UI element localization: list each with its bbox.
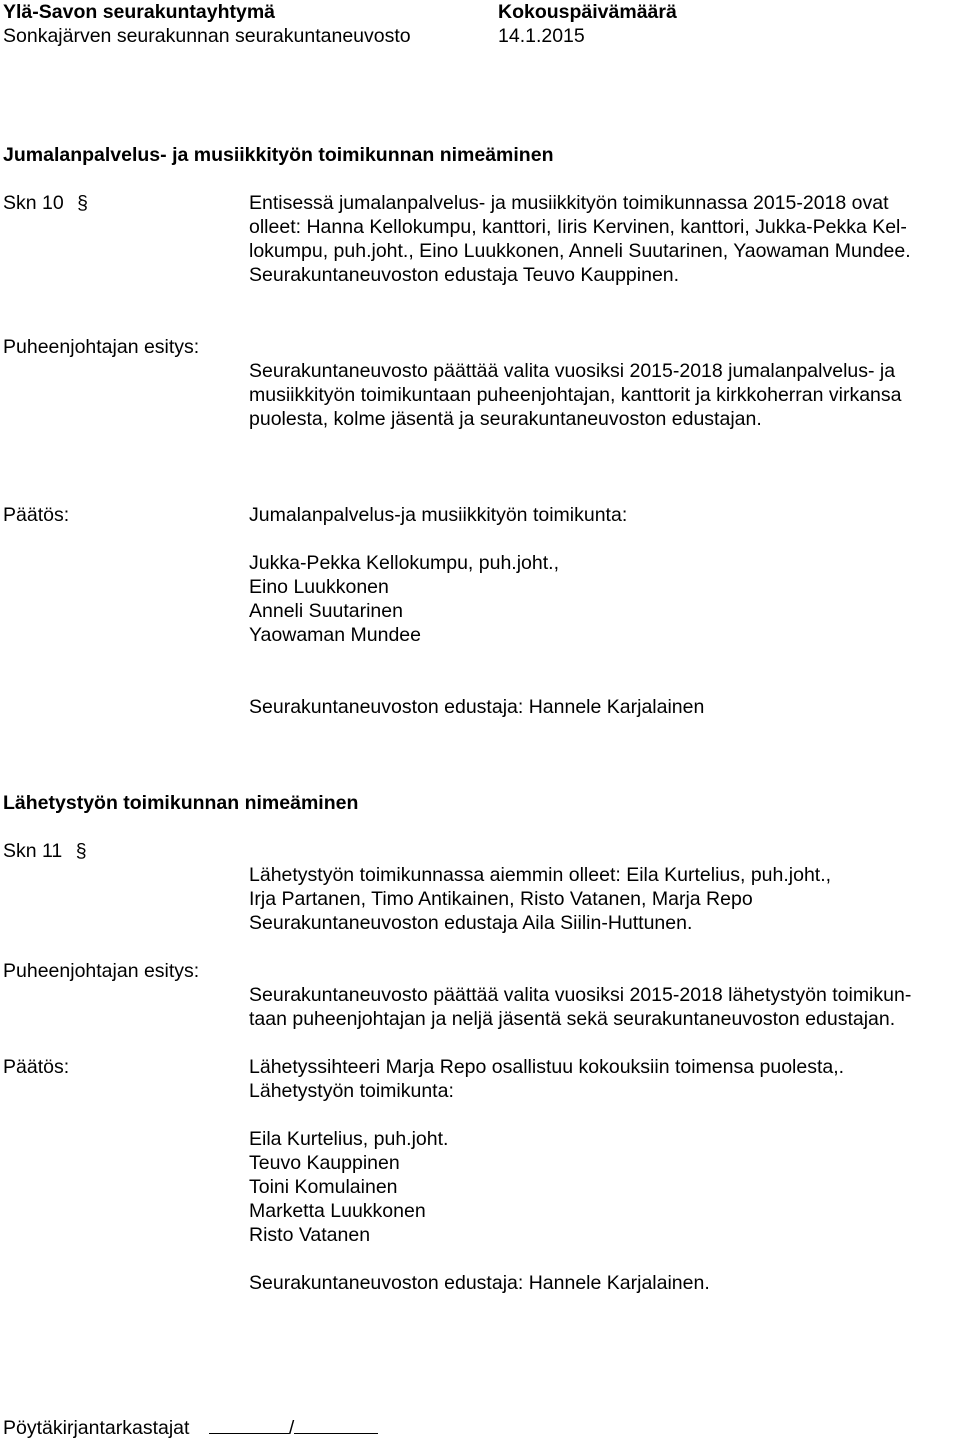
section-title: Lähetystyön toimikunnan nimeäminen	[3, 792, 359, 814]
member-name: Eila Kurtelius, puh.joht.	[249, 1128, 449, 1150]
meeting-date: 14.1.2015	[498, 25, 585, 47]
member-name: Risto Vatanen	[249, 1224, 371, 1246]
proposal-label: Puheenjohtajan esitys:	[3, 960, 200, 982]
intro-line: Entisessä jumalanpalvelus- ja musiikkityön toimikunnassa 2015-2018 ovat	[249, 192, 889, 214]
intro-line: Irja Partanen, Timo Antikainen, Risto Vatanen, Marja Repo	[249, 888, 753, 910]
proposal-line: Seurakuntaneuvosto päättää valita vuosiksi 2015-2018 lähetystyön toimikun-	[249, 984, 912, 1006]
section-symbol: §	[75, 840, 87, 862]
signature-separator: /	[288, 1417, 295, 1439]
member-name: Eino Luukkonen	[249, 576, 389, 598]
decision-label: Päätös:	[3, 1056, 70, 1078]
section-intro	[249, 191, 954, 287]
section-number	[3, 191, 88, 215]
intro-line: lokumpu, puh.joht., Eino Luukkonen, Anneli Suutarinen, Yaowaman Mundee.	[249, 240, 911, 262]
date-label: Kokouspäivämäärä	[498, 1, 677, 23]
proposal-line: Seurakuntaneuvosto päättää valita vuosiksi 2015-2018 jumalanpalvelus- ja	[249, 360, 896, 382]
footer-signatures	[3, 1415, 378, 1440]
proposal-text	[249, 983, 954, 1031]
decision-text	[249, 1055, 954, 1103]
section-symbol: §	[77, 192, 88, 214]
decision-line: Lähetystyön toimikunta:	[249, 1080, 454, 1102]
section-number-label: Skn 10	[3, 192, 64, 214]
signature-line	[294, 1415, 378, 1434]
section-number	[3, 839, 87, 863]
section-title: Jumalanpalvelus- ja musiikkityön toimikunnan nimeäminen	[3, 144, 554, 166]
member-name: Yaowaman Mundee	[249, 624, 421, 646]
proposal-line: puolesta, kolme jäsentä ja seurakuntaneuvoston edustajan.	[249, 408, 762, 430]
intro-line: Seurakuntaneuvoston edustaja Aila Siilin-Huttunen.	[249, 912, 693, 934]
intro-line: olleet: Hanna Kellokumpu, kanttori, Iiris Kervinen, kanttori, Jukka-Pekka Kel-	[249, 216, 907, 238]
intro-line: Lähetystyön toimikunnassa aiemmin olleet: Eila Kurtelius, puh.joht.,	[249, 864, 832, 886]
section-intro	[249, 863, 954, 935]
council-name: Sonkajärven seurakunnan seurakuntaneuvosto	[3, 25, 411, 47]
proposal-label: Puheenjohtajan esitys:	[3, 336, 200, 358]
signature-line	[209, 1415, 289, 1434]
section-number-label: Skn 11	[3, 840, 63, 862]
council-representative: Seurakuntaneuvoston edustaja: Hannele Karjalainen	[249, 696, 705, 718]
member-name: Jukka-Pekka Kellokumpu, puh.joht.,	[249, 552, 560, 574]
signatures-label: Pöytäkirjantarkastajat	[3, 1417, 190, 1439]
proposal-line: taan puheenjohtajan ja neljä jäsentä sekä seurakuntaneuvoston edustajan.	[249, 1008, 896, 1030]
member-name: Toini Komulainen	[249, 1176, 398, 1198]
proposal-line: musiikkityön toimikuntaan puheenjohtajan, kanttorit ja kirkkoherran virkansa	[249, 384, 902, 406]
member-list	[249, 551, 954, 647]
decision-line: Lähetyssihteeri Marja Repo osallistuu kokouksiin toimensa puolesta,.	[249, 1056, 845, 1078]
council-representative: Seurakuntaneuvoston edustaja: Hannele Karjalainen.	[249, 1272, 710, 1294]
decision-label: Päätös:	[3, 504, 70, 526]
member-name: Marketta Luukkonen	[249, 1200, 426, 1222]
member-name: Anneli Suutarinen	[249, 600, 403, 622]
organization-name: Ylä-Savon seurakuntayhtymä	[3, 1, 276, 23]
intro-line: Seurakuntaneuvoston edustaja Teuvo Kauppinen.	[249, 264, 680, 286]
member-name: Teuvo Kauppinen	[249, 1152, 400, 1174]
committee-heading: Jumalanpalvelus-ja musiikkityön toimikunta:	[249, 504, 628, 526]
proposal-text	[249, 359, 954, 431]
member-list	[249, 1127, 954, 1247]
